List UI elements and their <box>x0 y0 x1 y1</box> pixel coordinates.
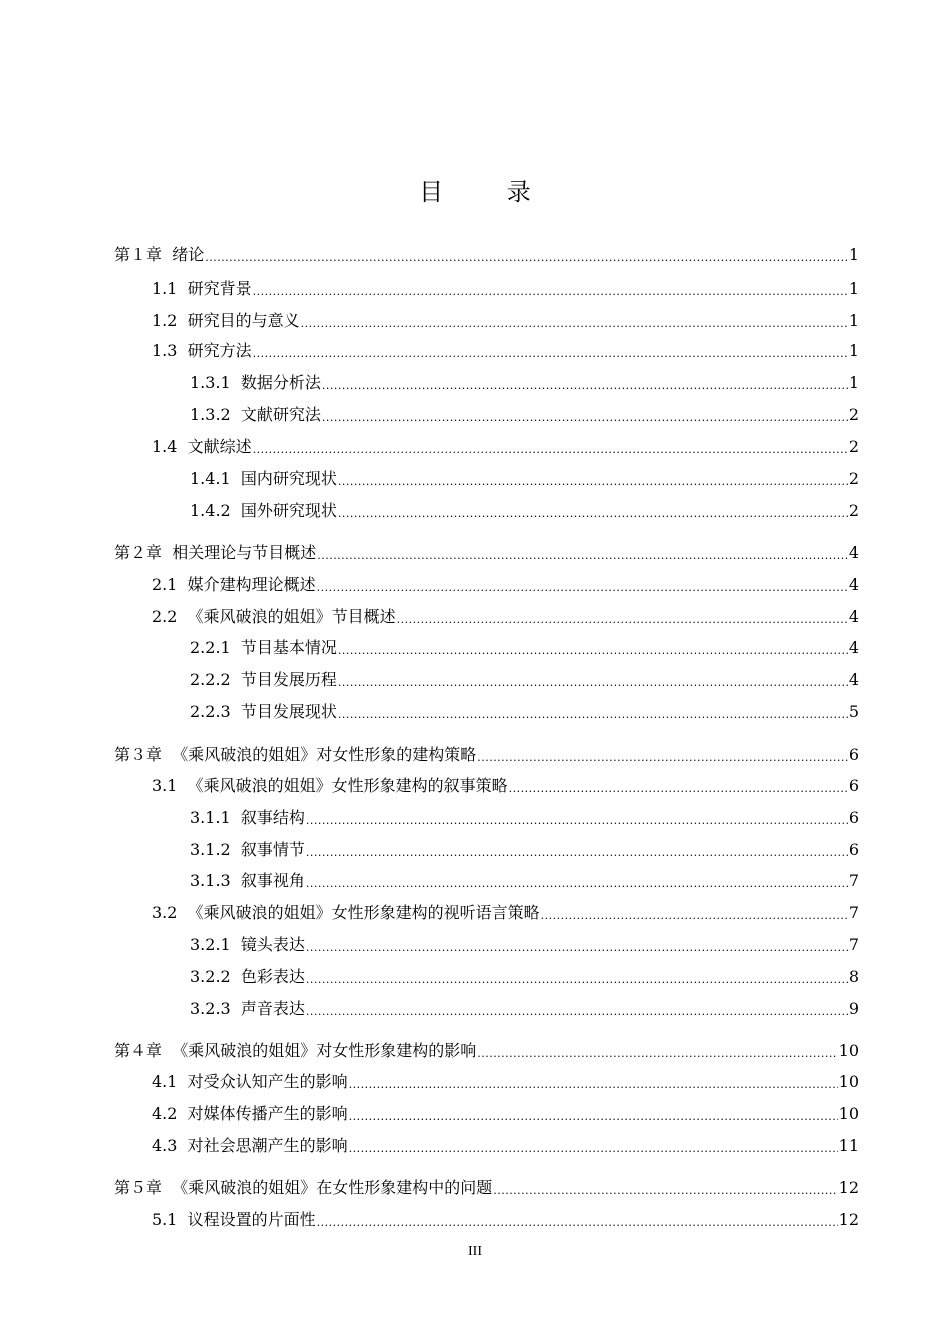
toc-entry-label: 《乘风破浪的姐姐》节目概述 <box>187 607 396 626</box>
toc-entry[interactable] <box>190 869 859 893</box>
toc-entry-label: 议程设置的片面性 <box>187 1210 316 1229</box>
toc-entry[interactable] <box>190 997 859 1021</box>
toc-entry-page: 12 <box>838 1210 859 1229</box>
toc-entry-label: 《乘风破浪的姐姐》女性形象建构的视听语言策略 <box>187 903 540 922</box>
toc-entry[interactable] <box>152 435 859 459</box>
toc-entry-page: 7 <box>848 871 859 890</box>
toc-entry[interactable] <box>190 965 859 989</box>
toc-entry-number: 1.3.2 <box>190 405 241 424</box>
toc-entry-number: 3.1 <box>152 776 188 795</box>
toc-entry-label: 国外研究现状 <box>240 501 337 520</box>
toc-entry-page: 2 <box>848 405 859 424</box>
toc-entry-number: 2.2.3 <box>190 702 241 721</box>
toc-entry[interactable] <box>190 933 859 957</box>
toc-entry-number: 3.2.3 <box>190 999 241 1018</box>
toc-dot-leader <box>338 639 848 663</box>
toc-dot-leader <box>306 872 848 896</box>
toc-entry-page: 1 <box>848 279 859 298</box>
toc-entry[interactable] <box>152 1134 859 1158</box>
toc-entry[interactable] <box>152 605 859 629</box>
toc-entry-label: 色彩表达 <box>240 967 305 986</box>
toc-entry-page: 4 <box>848 575 859 594</box>
toc-entry-label: 绪论 <box>172 245 205 264</box>
toc-entry[interactable] <box>190 636 859 660</box>
toc-entry-label: 节目发展现状 <box>240 702 337 721</box>
toc-dot-leader <box>477 746 848 770</box>
toc-entry-label: 《乘风破浪的姐姐》对女性形象建构的影响 <box>172 1041 477 1060</box>
toc-entry[interactable] <box>152 774 859 798</box>
toc-entry[interactable] <box>152 309 859 333</box>
toc-entry-page: 7 <box>848 935 859 954</box>
toc-entry[interactable] <box>190 668 859 692</box>
toc-entry-label: 叙事结构 <box>240 808 305 827</box>
toc-dot-leader <box>349 1105 838 1129</box>
toc-entry-number: 第５章 <box>114 1178 173 1197</box>
toc-dot-leader <box>338 470 848 494</box>
toc-entry-number: 1.4.2 <box>190 501 241 520</box>
toc-entry-number: 3.1.1 <box>190 808 241 827</box>
toc-dot-leader <box>306 936 848 960</box>
toc-entry-number: 第４章 <box>114 1041 173 1060</box>
toc-dot-leader <box>477 1042 837 1066</box>
toc-entry-number: 3.2.1 <box>190 935 241 954</box>
toc-entry-number: 第１章 <box>114 245 173 264</box>
toc-entry-label: 相关理论与节目概述 <box>172 543 317 562</box>
page-number-footer: III <box>468 1244 482 1259</box>
toc-entry-number: 1.4.1 <box>190 469 241 488</box>
toc-dot-leader <box>205 246 848 270</box>
toc-dot-leader <box>338 671 848 695</box>
toc-dot-leader <box>509 777 848 801</box>
toc-entry-page: 10 <box>838 1072 859 1091</box>
toc-dot-leader <box>253 342 848 366</box>
toc-entry-number: 第３章 <box>114 745 173 764</box>
toc-dot-leader <box>317 544 848 568</box>
toc-dot-leader <box>349 1137 838 1161</box>
toc-entry-label: 文献综述 <box>187 437 252 456</box>
toc-dot-leader <box>317 1211 838 1235</box>
toc-entry-label: 《乘风破浪的姐姐》在女性形象建构中的问题 <box>172 1178 493 1197</box>
toc-entry[interactable] <box>152 573 859 597</box>
toc-entry[interactable] <box>190 371 859 395</box>
toc-entry[interactable] <box>190 467 859 491</box>
toc-entry-number: 3.1.2 <box>190 840 241 859</box>
toc-entry-number: 5.1 <box>152 1210 188 1229</box>
toc-entry-number: 2.1 <box>152 575 188 594</box>
toc-entry[interactable] <box>190 403 859 427</box>
toc-entry-number: 1.4 <box>152 437 188 456</box>
toc-entry[interactable] <box>114 743 859 767</box>
toc-dot-leader <box>322 374 848 398</box>
toc-entry-number: 3.2.2 <box>190 967 241 986</box>
toc-entry-number: 1.3.1 <box>190 373 241 392</box>
toc-entry-page: 2 <box>848 501 859 520</box>
toc-entry[interactable] <box>152 1070 859 1094</box>
toc-entry[interactable] <box>152 1102 859 1126</box>
toc-dot-leader <box>306 1000 848 1024</box>
toc-entry-page: 6 <box>848 745 859 764</box>
toc-entry-page: 8 <box>848 967 859 986</box>
toc-dot-leader <box>493 1179 837 1203</box>
toc-entry-page: 7 <box>848 903 859 922</box>
toc-entry-label: 媒介建构理论概述 <box>187 575 316 594</box>
toc-entry-page: 4 <box>848 638 859 657</box>
toc-entry[interactable] <box>190 700 859 724</box>
toc-entry-label: 对社会思潮产生的影响 <box>187 1136 348 1155</box>
toc-entry-number: 2.2.1 <box>190 638 241 657</box>
toc-dot-leader <box>338 502 848 526</box>
toc-entry-label: 研究背景 <box>187 279 252 298</box>
toc-entry-number: 4.3 <box>152 1136 188 1155</box>
toc-entry-page: 4 <box>848 670 859 689</box>
page-title: 目 录 <box>419 178 559 206</box>
toc-entry-number: 4.2 <box>152 1104 188 1123</box>
toc-entry-number: 3.1.3 <box>190 871 241 890</box>
toc-entry-page: 10 <box>838 1041 859 1060</box>
toc-dot-leader <box>317 576 848 600</box>
toc-entry[interactable] <box>152 277 859 301</box>
toc-entry-number: 2.2.2 <box>190 670 241 689</box>
toc-entry-label: 节目基本情况 <box>240 638 337 657</box>
toc-dot-leader <box>253 280 848 304</box>
toc-dot-leader <box>306 809 848 833</box>
toc-entry-page: 6 <box>848 776 859 795</box>
toc-entry[interactable] <box>152 1208 859 1232</box>
toc-entry-number: 1.2 <box>152 311 188 330</box>
toc-entry-page: 5 <box>848 702 859 721</box>
toc-entry-label: 研究方法 <box>187 341 252 360</box>
toc-entry-label: 研究目的与意义 <box>187 311 300 330</box>
toc-entry[interactable] <box>114 1176 859 1200</box>
toc-entry-page: 1 <box>848 373 859 392</box>
toc-entry-number: 1.1 <box>152 279 188 298</box>
toc-entry-page: 6 <box>848 808 859 827</box>
toc-entry-label: 镜头表达 <box>240 935 305 954</box>
toc-entry-label: 对受众认知产生的影响 <box>187 1072 348 1091</box>
toc-entry-page: 9 <box>848 999 859 1018</box>
toc-entry[interactable] <box>114 1039 859 1063</box>
toc-entry-page: 4 <box>848 543 859 562</box>
toc-dot-leader <box>253 438 848 462</box>
toc-entry-label: 国内研究现状 <box>240 469 337 488</box>
toc-dot-leader <box>301 312 848 336</box>
toc-entry-page: 1 <box>848 245 859 264</box>
toc-dot-leader <box>541 904 848 928</box>
toc-entry-number: 4.1 <box>152 1072 188 1091</box>
toc-dot-leader <box>338 703 848 727</box>
toc-entry-label: 文献研究法 <box>240 405 321 424</box>
toc-entry-page: 2 <box>848 437 859 456</box>
toc-entry-page: 4 <box>848 607 859 626</box>
toc-entry[interactable] <box>190 499 859 523</box>
toc-entry[interactable] <box>114 243 859 267</box>
toc-dot-leader <box>322 406 848 430</box>
toc-entry-page: 1 <box>848 341 859 360</box>
toc-entry-label: 声音表达 <box>240 999 305 1018</box>
toc-entry[interactable] <box>152 339 859 363</box>
toc-entry-number: 第２章 <box>114 543 173 562</box>
toc-entry-label: 对媒体传播产生的影响 <box>187 1104 348 1123</box>
toc-entry-number: 2.2 <box>152 607 188 626</box>
toc-entry[interactable] <box>190 806 859 830</box>
toc-entry-number: 3.2 <box>152 903 188 922</box>
toc-entry-label: 《乘风破浪的姐姐》对女性形象的建构策略 <box>172 745 477 764</box>
toc-entry[interactable] <box>152 901 859 925</box>
toc-entry[interactable] <box>114 541 859 565</box>
toc-dot-leader <box>397 608 848 632</box>
toc-entry-page: 6 <box>848 840 859 859</box>
toc-entry-page: 12 <box>838 1178 859 1197</box>
toc-entry-label: 数据分析法 <box>240 373 321 392</box>
toc-dot-leader <box>306 968 848 992</box>
toc-entry-page: 2 <box>848 469 859 488</box>
toc-entry-label: 《乘风破浪的姐姐》女性形象建构的叙事策略 <box>187 776 508 795</box>
toc-entry-page: 10 <box>838 1104 859 1123</box>
toc-entry-page: 1 <box>848 311 859 330</box>
toc-entry[interactable] <box>190 838 859 862</box>
toc-dot-leader <box>306 841 848 865</box>
toc-entry-label: 节目发展历程 <box>240 670 337 689</box>
toc-entry-number: 1.3 <box>152 341 188 360</box>
toc-entry-label: 叙事视角 <box>240 871 305 890</box>
toc-entry-label: 叙事情节 <box>240 840 305 859</box>
toc-entry-page: 11 <box>838 1136 859 1155</box>
toc-dot-leader <box>349 1073 838 1097</box>
